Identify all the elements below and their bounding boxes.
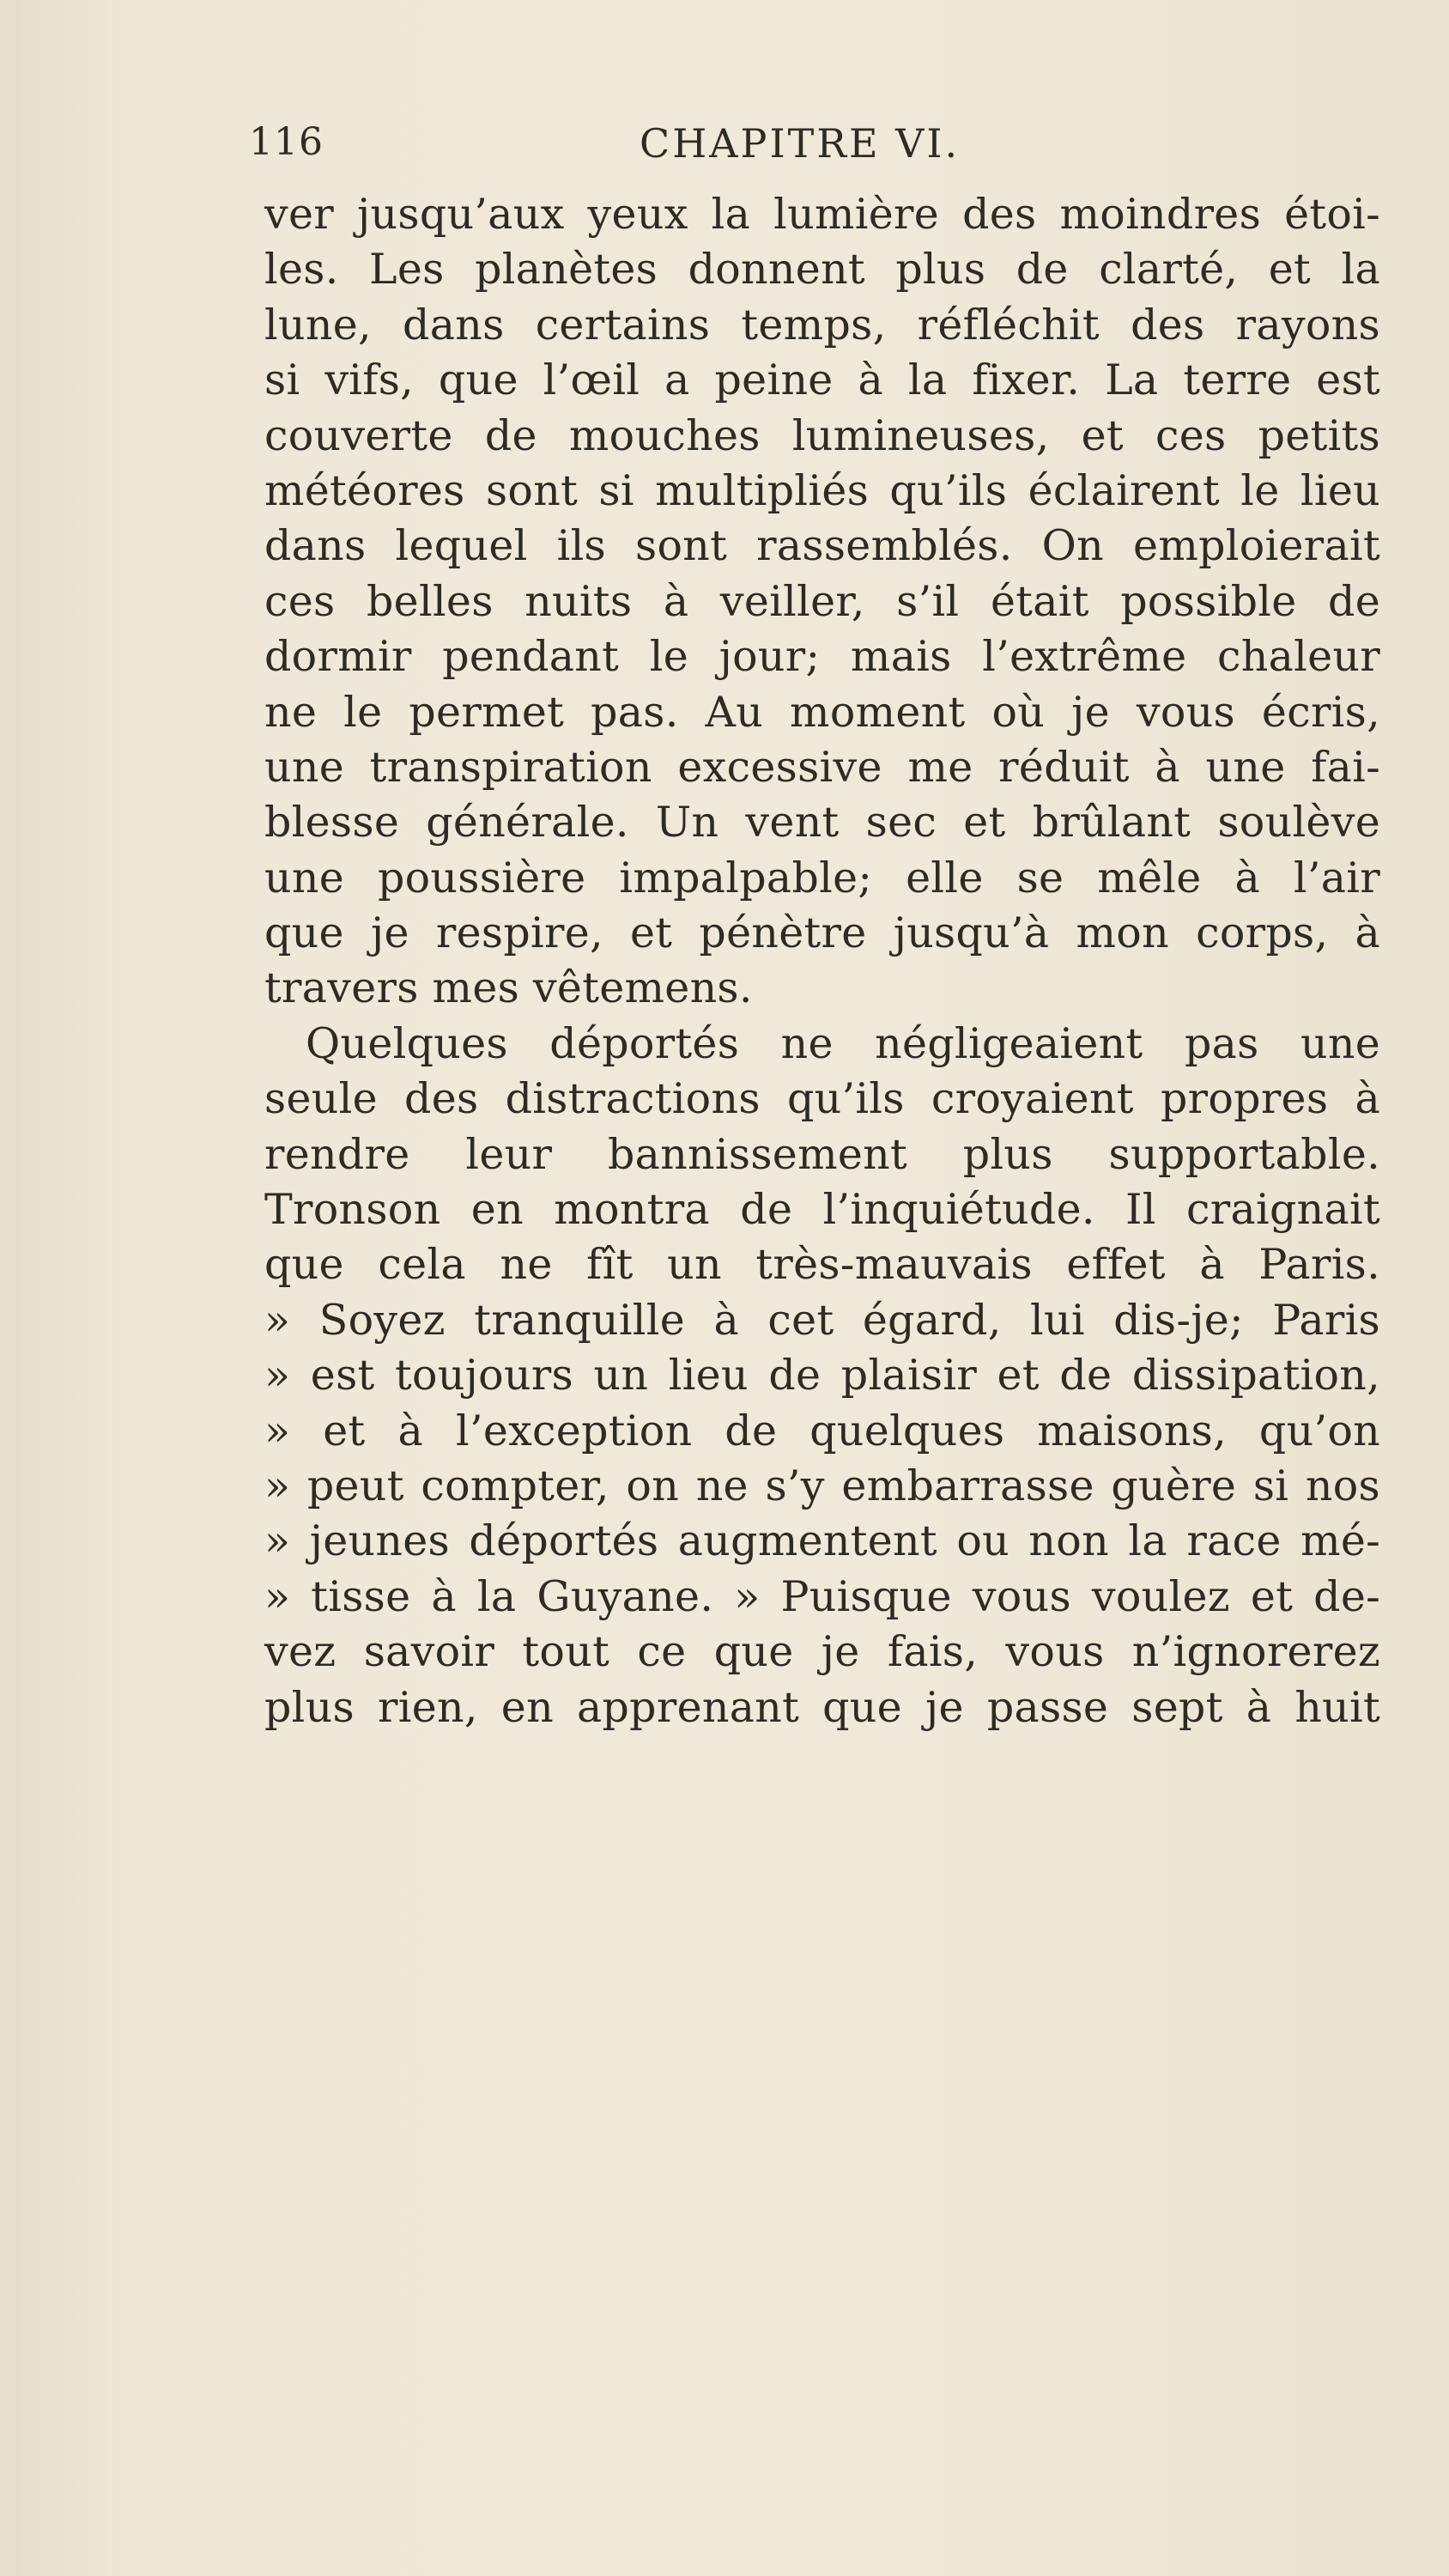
text-line: » jeunes déportés augmentent ou non la race mé-: [264, 1516, 1380, 1566]
text-line: rendre leur bannissement plus supportable.: [264, 1129, 1380, 1179]
text-line: » est toujours un lieu de plaisir et de dissipation,: [264, 1351, 1380, 1400]
text-line: couverte de mouches lumineuses, et ces petits: [264, 410, 1380, 460]
text-line: les. Les planètes donnent plus de clarté, et la: [264, 245, 1380, 295]
text-line: météores sont si multipliés qu’ils éclairent le lieu: [264, 465, 1380, 515]
paragraph-start-line: Quelques déportés ne négligeaient pas une: [306, 1018, 1380, 1068]
text-line: que cela ne fît un très-mauvais effet à Paris.: [264, 1240, 1380, 1290]
text-line: » tisse à la Guyane. » Puisque vous voulez et de-: [264, 1571, 1380, 1621]
running-title: CHAPITRE VI.: [640, 120, 961, 167]
body-text: [264, 187, 1380, 1735]
page-number: 116: [249, 120, 324, 164]
text-line: Tronson en montra de l’inquiétude. Il craignait: [264, 1185, 1380, 1235]
text-line: lune, dans certains temps, réfléchit des rayons: [264, 300, 1380, 349]
text-line: dans lequel ils sont rassemblés. On emploierait: [264, 521, 1380, 571]
text-line: blesse générale. Un vent sec et brûlant soulève: [264, 798, 1380, 848]
text-line: plus rien, en apprenant que je passe sept à huit: [264, 1682, 1380, 1732]
text-line: » et à l’exception de quelques maisons, qu’on: [264, 1406, 1380, 1455]
text-line: » Soyez tranquille à cet égard, lui dis-je; Paris: [264, 1295, 1380, 1345]
text-line: si vifs, que l’œil a peine à la fixer. La terre est: [264, 355, 1380, 405]
text-line: que je respire, et pénètre jusqu’à mon corps, à: [264, 908, 1380, 958]
text-line: une poussière impalpable; elle se mêle à l’air: [264, 853, 1380, 902]
text-line: dormir pendant le jour; mais l’extrême chaleur: [264, 632, 1380, 682]
text-line: vez savoir tout ce que je fais, vous n’ignorerez: [264, 1627, 1380, 1677]
text-line: une transpiration excessive me réduit à une fai-: [264, 742, 1380, 792]
page-header: [0, 120, 1449, 180]
text-line: ces belles nuits à veiller, s’il était possible de: [264, 576, 1380, 626]
text-line: seule des distractions qu’ils croyaient propres à: [264, 1074, 1380, 1124]
text-line: ver jusqu’aux yeux la lumière des moindres étoi-: [264, 190, 1380, 239]
text-line: » peut compter, on ne s’y embarrasse guère si nos: [264, 1461, 1380, 1510]
text-line: ne le permet pas. Au moment où je vous écris,: [264, 687, 1380, 737]
text-line: travers mes vêtemens.: [264, 963, 753, 1013]
